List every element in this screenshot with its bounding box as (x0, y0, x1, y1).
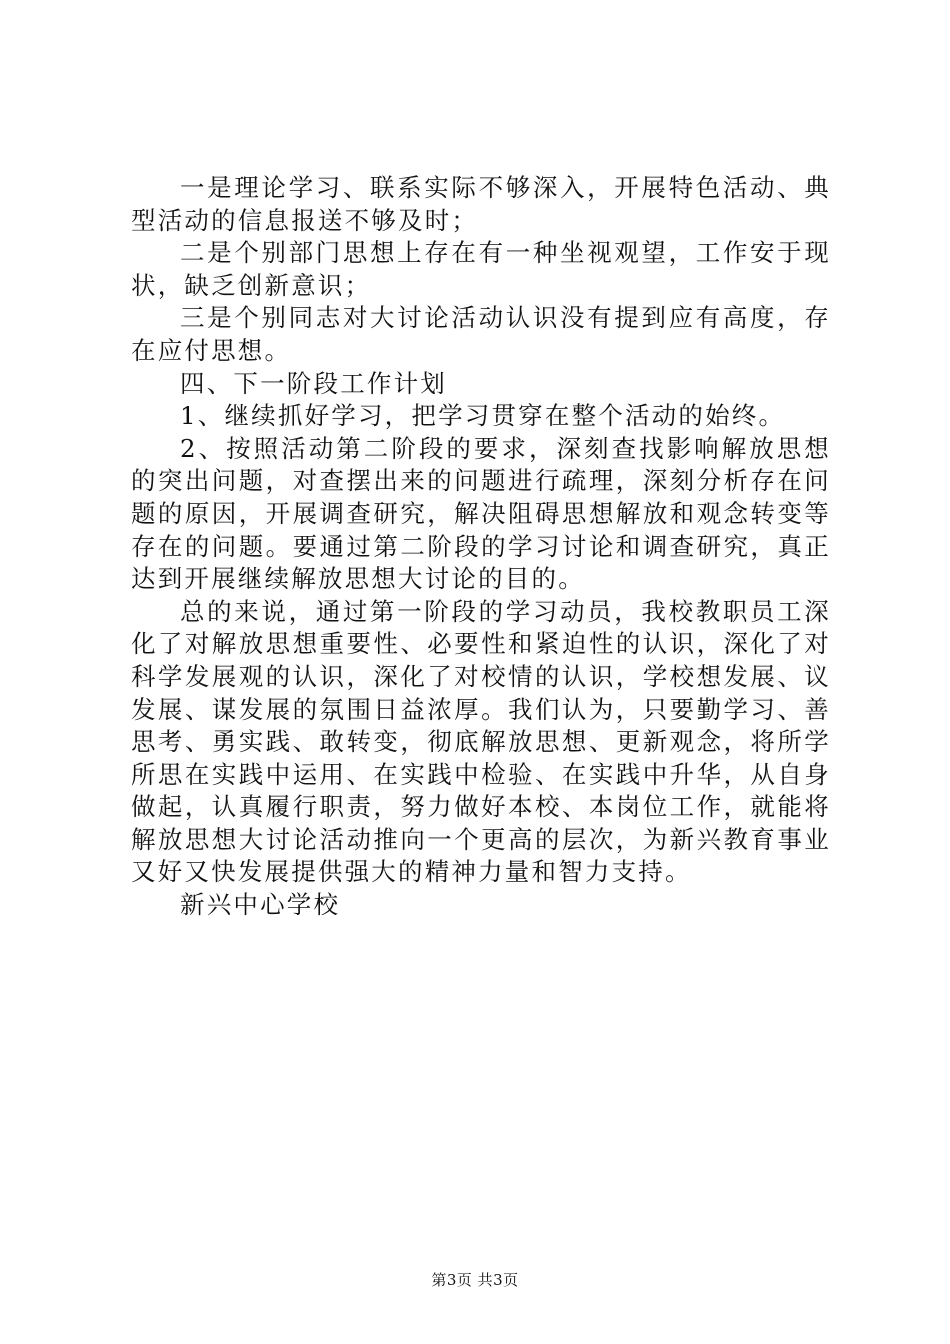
signature-school-name: 新兴中心学校 (180, 890, 341, 920)
page-number-footer: 第3页 共3页 (431, 1271, 519, 1289)
paragraph-issue-2: 二是个别部门思想上存在有一种坐视观望，工作安于现状，缺乏创新意识； (131, 238, 831, 300)
section-heading-next-plan: 四、下一阶段工作计划 (180, 368, 447, 398)
paragraph-issue-1: 一是理论学习、联系实际不够深入，开展特色活动、典型活动的信息报送不够及时； (131, 173, 831, 235)
document-body (131, 172, 831, 922)
paragraph-issue-3: 三是个别同志对大讨论活动认识没有提到应有高度，存在应付思想。 (131, 303, 831, 365)
paragraph-summary: 总的来说，通过第一阶段的学习动员，我校教职员工深化了对解放思想重要性、必要性和紧迫性的认识，深化了对科学发展观的认识，深化了对校情的认识，学校想发展、议发展、谋发展的氛围日益浓厚。我们认为，只要勤学习、善思考、勇实践、敢转变，彻底解放思想、更新观念，将所学所思在实践中运用、在实践中检验、在实践中升华，从自身做起，认真履行职责，努力做好本校、本岗位工作，就能将解放思想大讨论活动推向一个更高的层次，为新兴教育事业又好又快发展提供强大的精神力量和智力支持。 (131, 596, 831, 887)
paragraph-plan-2: 2、按照活动第二阶段的要求，深刻查找影响解放思想的突出问题，对查摆出来的问题进行疏理，深刻分析存在问题的原因，开展调查研究，解决阻碍思想解放和观念转变等存在的问题。要通过第二阶段的学习讨论和调查研究，真正达到开展继续解放思想大讨论的目的。 (131, 433, 831, 594)
paragraph-plan-1: 1、继续抓好学习，把学习贯穿在整个活动的始终。 (180, 401, 786, 431)
